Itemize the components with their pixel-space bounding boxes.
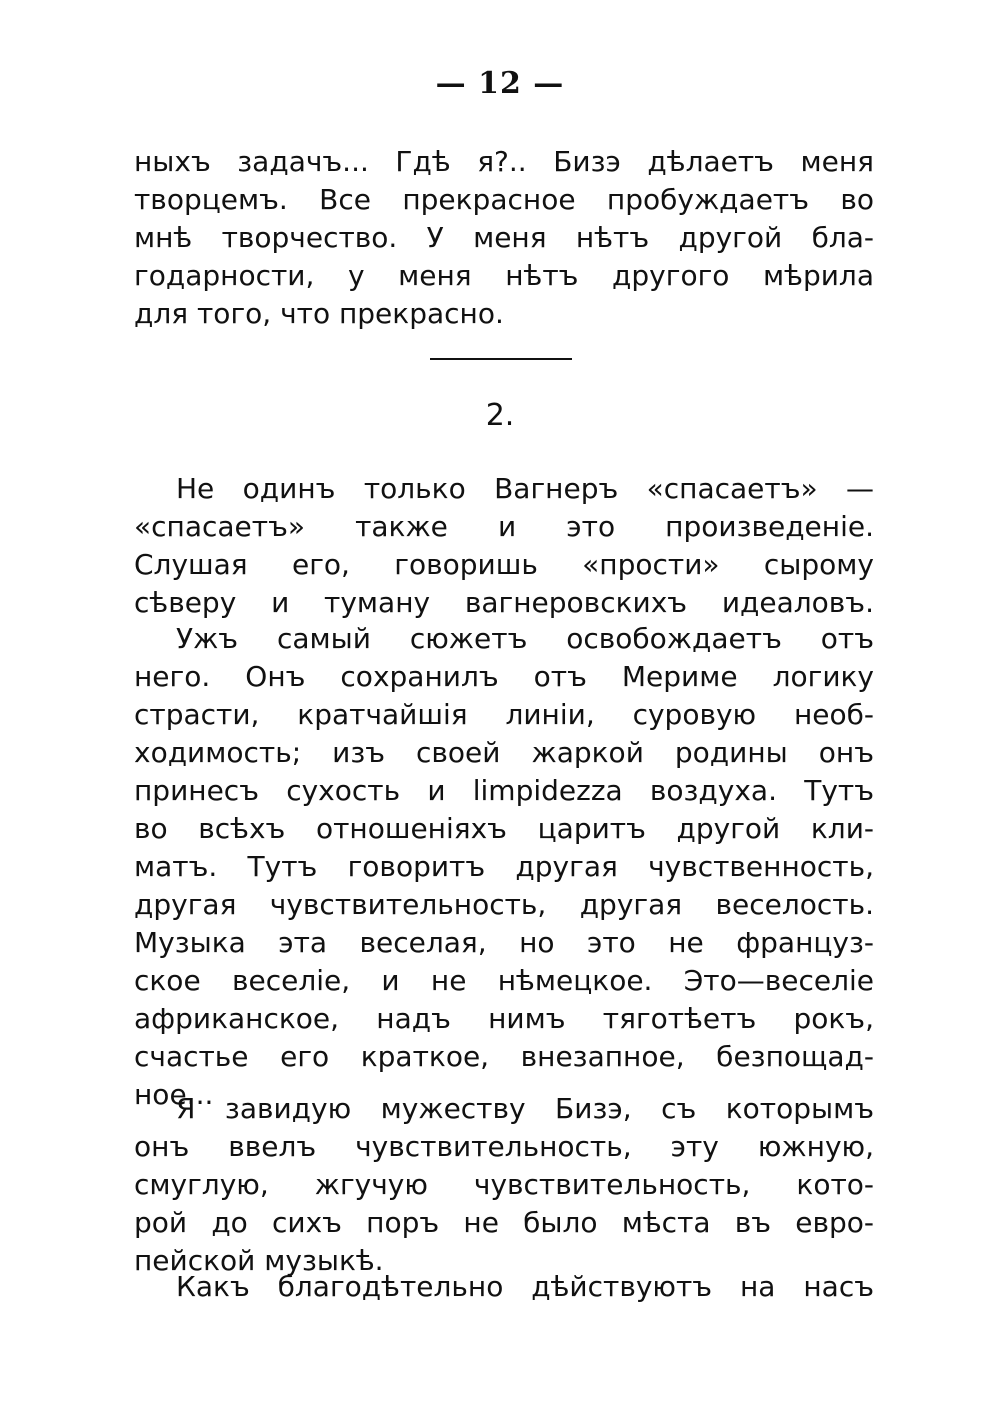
text-line: счастье его краткое, внезапное, безпощад- (134, 1040, 874, 1073)
text-line: творцемъ. Все прекрасное пробуждаетъ во (134, 183, 874, 216)
text-line: пейской музыкѣ. (134, 1244, 384, 1277)
text-line: матъ. Тутъ говоритъ другая чувственность, (134, 850, 874, 883)
text-line: Какъ благодѣтельно дѣйствуютъ на насъ (176, 1270, 874, 1303)
text-line: для того, что прекрасно. (134, 297, 504, 330)
text-line: рой до сихъ поръ не было мѣста въ евро- (134, 1206, 874, 1239)
text-line: Я завидую мужеству Бизэ, съ которымъ (176, 1092, 874, 1125)
text-line: Ужъ самый сюжетъ освобождаетъ отъ (176, 622, 874, 655)
paragraph-2 (134, 620, 874, 1114)
text-line: Слушая его, говоришь «прости» сырому (134, 548, 874, 581)
text-line: ское веселіе, и не нѣмецкое. Это—веселіе (134, 964, 874, 997)
text-line: ныхъ задачъ... Гдѣ я?.. Бизэ дѣлаетъ меня (134, 145, 874, 178)
text-line: мнѣ творчество. У меня нѣтъ другой бла- (134, 221, 874, 254)
text-line: онъ ввелъ чувствительность, эту южную, (134, 1130, 874, 1163)
text-line: во всѣхъ отношеніяхъ царитъ другой кли- (134, 812, 874, 845)
text-line: Не одинъ только Вагнеръ «спасаетъ» — (176, 472, 874, 505)
text-line: принесъ сухость и limpidezza воздуха. Тутъ (134, 774, 874, 807)
text-line: «спасаетъ» также и это произведеніе. (134, 510, 874, 543)
paragraph-3 (134, 1090, 874, 1280)
paragraph-4 (134, 1268, 874, 1306)
page-number: — 12 — (435, 66, 565, 101)
text-line: сѣверу и туману вагнеровскихъ идеаловъ. (134, 586, 874, 619)
text-line: годарности, у меня нѣтъ другого мѣрила (134, 259, 874, 292)
text-line: страсти, кратчайшія линіи, суровую необ- (134, 698, 874, 731)
text-line: него. Онъ сохранилъ отъ Мериме логику (134, 660, 874, 693)
text-line: другая чувствительность, другая веселость. (134, 888, 874, 921)
continuation-paragraph (134, 143, 874, 333)
text-line: ное... (134, 1078, 214, 1111)
section-number: 2. (485, 398, 515, 433)
text-line: Музыка эта веселая, но это не француз- (134, 926, 874, 959)
text-line: ходимость; изъ своей жаркой родины онъ (134, 736, 874, 769)
section-separator (430, 358, 572, 360)
paragraph-1 (134, 470, 874, 622)
text-line: смуглую, жгучую чувствительность, кото- (134, 1168, 874, 1201)
text-line: африканское, надъ нимъ тяготѣетъ рокъ, (134, 1002, 874, 1035)
